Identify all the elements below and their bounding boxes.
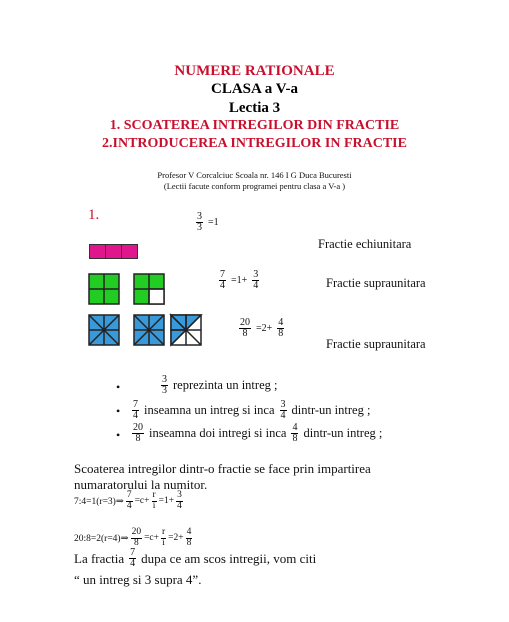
explanation-line-1: Scoaterea intregilor dintr-o fractie se face prin impartirea: [74, 461, 371, 476]
label-supraunitara-2: Fractie supraunitara: [326, 337, 426, 351]
label-echiunitara: Fractie echiunitara: [318, 237, 412, 251]
equation-7-over-4: $\frac{7}{4}$ =1+ $\frac{3}{4}$: [220, 269, 259, 291]
bullet-dot: •: [116, 428, 121, 442]
topic-1: 1. SCOATEREA INTREGILOR DIN FRACTIE: [109, 118, 400, 133]
explanation-line-3: La fractia $\frac{7}{4}$ dupa ce am scos intregii, vom citi: [74, 547, 317, 569]
explanation-line-4: “ un intreg si 3 supra 4”.: [74, 572, 202, 587]
section-number: 1.: [88, 207, 100, 223]
equation-3-over-3: $\frac{3}{3}$ =1: [197, 211, 219, 233]
bullet-item-2: $\frac{7}{4}$ inseamna un intreg si inca $\frac{3}{4}$ dintr-un intreg ;: [133, 399, 371, 421]
explanation-line-2: numaratorului la numitor.: [74, 477, 208, 492]
class-line: CLASA a V-a: [211, 81, 298, 97]
equation-20-over-8: $\frac{20}{8}$ =2+ $\frac{4}{8}$: [240, 317, 284, 339]
topic-2: 2.INTRODUCEREA INTREGILOR IN FRACTIE: [102, 136, 407, 151]
label-supraunitara-1: Fractie supraunitara: [326, 276, 426, 290]
formula-7-div-4: 7:4=1(r=3)⇒ $\frac{7}{4}$ =c+ $\frac{r}{i}$ =1+ $\frac{3}{4}$: [74, 490, 182, 511]
lesson-line: Lectia 3: [228, 100, 281, 116]
bullet-item-1: $\frac{3}{3}$ reprezinta un intreg ;: [162, 374, 278, 396]
program-note: (Lectii facute conform programei pentru clasa a V-a ): [163, 181, 346, 191]
bullet-dot: •: [116, 404, 121, 418]
formula-20-div-8: 20:8=2(r=4)⇒ $\frac{20}{8}$ =c+ $\frac{r}{i}$ =2+ $\frac{4}{8}$: [74, 527, 192, 548]
author-line: Profesor V Corcalciuc Scoala nr. 146 I G Duca Bucuresti: [157, 170, 352, 180]
bullet-item-3: $\frac{20}{8}$ inseamna doi intregi si inca $\frac{4}{8}$ dintr-un intreg ;: [133, 422, 383, 444]
bullet-dot: •: [116, 380, 121, 394]
page-title: NUMERE RATIONALE: [174, 63, 335, 79]
